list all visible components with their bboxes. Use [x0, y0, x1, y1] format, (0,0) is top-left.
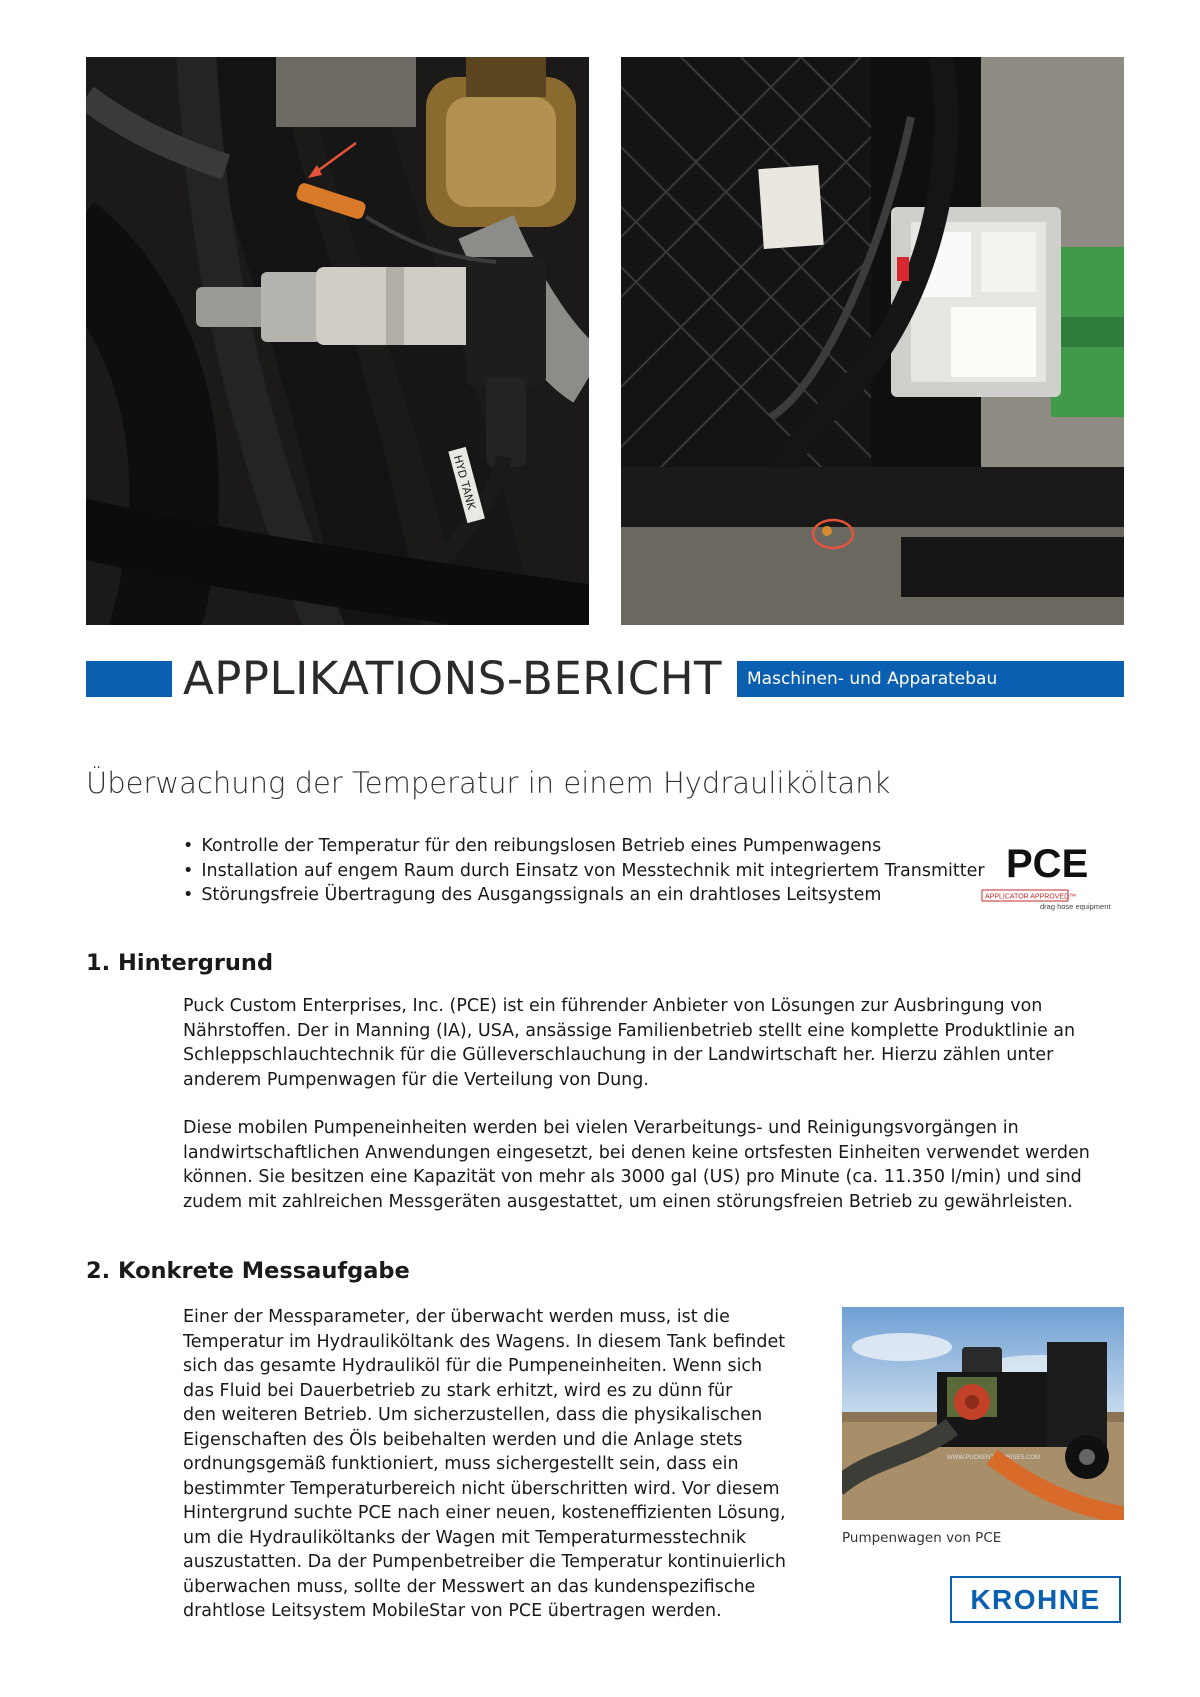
pce-logo-badge: APPLICATOR APPROVED™ [985, 893, 1077, 901]
task-paragraph [183, 1305, 786, 1624]
text-line: landwirtschaftlichen Anwendungen eingesetzt, bei denen keine ortsfesten Einheiten verwendet werden [183, 1142, 1090, 1163]
background-paragraph-2 [183, 1116, 1090, 1214]
category-label: Maschinen- und Apparatebau [747, 669, 998, 689]
krohne-logo [950, 1576, 1121, 1623]
photo-temperature-sensor-closeup [86, 57, 589, 625]
text-line: zudem mit zahlreichen Messgeräten ausgestattet, um einen störungsfreien Betrieb zu gewährleisten. [183, 1191, 1073, 1212]
text-line: das Fluid bei Dauerbetrieb zu stark erhitzt, wird es zu dünn für [183, 1380, 733, 1401]
title-band-left [86, 661, 172, 697]
text-line: Hintergrund suchte PCE nach einer neuen, kosteneffizienten Lösung, [183, 1503, 786, 1523]
key-point: • Installation auf engem Raum durch Einsatz von Messtechnik mit integriertem Transmitter [183, 859, 985, 884]
cable-label: HYD TANK [450, 453, 478, 512]
key-point: • Störungsfreie Übertragung des Ausgangssignals an ein drahtloses Leitsystem [183, 883, 985, 908]
text-line: ordnungsgemäß funktioniert, muss sichergestellt sein, dass ein [183, 1454, 739, 1474]
photo-pump-cart-installation [621, 57, 1124, 625]
text-line: auszustatten. Da der Pumpenbetreiber die Temperatur kontinuierlich [183, 1552, 786, 1572]
vehicle-url-text: WWW.PUCKENTERPRISES.COM [947, 1455, 1041, 1461]
text-line: Nährstoffen. Der in Manning (IA), USA, ansässige Familienbetrieb stellt eine komplette Produktlinie an [183, 1020, 1076, 1041]
page-title: APPLIKATIONS-BERICHT [183, 652, 723, 705]
text-line: bestimmter Temperaturbereich nicht überschritten wird. Vor diesem [183, 1478, 780, 1499]
document-subtitle: Überwachung der Temperatur in einem Hydrauliköltank [86, 766, 891, 800]
key-point: • Kontrolle der Temperatur für den reibungslosen Betrieb eines Pumpenwagens [183, 834, 985, 859]
photo-pump-cart [842, 1307, 1124, 1520]
krohne-logo-text: KROHNE [970, 1584, 1101, 1615]
text-line: Schleppschlauchtechnik für die Gülleverschlauchung in der Landwirtschaft her. Hierzu zählen unter [183, 1045, 1054, 1065]
text-line: überwachen muss, sollte der Messwert an das kundenspezifische [183, 1576, 756, 1597]
text-line: sich das gesamte Hydrauliköl für die Pumpeneinheiten. Wenn sich [183, 1356, 763, 1376]
text-line: können. Sie besitzen eine Kapazität von mehr als 3000 gal (US) pro Minute (ca. 11.350 l/min) und sind [183, 1167, 1082, 1187]
text-line: Temperatur im Hydrauliköltank des Wagens. In diesem Tank befindet [183, 1331, 786, 1352]
text-line: Puck Custom Enterprises, Inc. (PCE) ist ein führender Anbieter von Lösungen zur Ausbringung von [183, 996, 1043, 1016]
text-line: anderem Pumpenwagen für die Verteilung von Dung. [183, 1069, 649, 1090]
section-heading-task: 2. Konkrete Messaufgabe [86, 1258, 410, 1284]
text-line: um die Hydrauliköltanks der Wagen mit Temperaturmesstechnik [183, 1527, 746, 1548]
text-line: Einer der Messparameter, der überwacht werden muss, ist die [183, 1307, 730, 1327]
text-line: Eigenschaften des Öls beibehalten werden und die Anlage stets [183, 1429, 743, 1450]
section-heading-background: 1. Hintergrund [86, 950, 274, 976]
photo-caption: Pumpenwagen von PCE [842, 1530, 1002, 1546]
pce-logo-mark: PCE [1006, 842, 1089, 886]
key-points-list [183, 834, 985, 908]
text-line: drahtlose Leitsystem MobileStar von PCE übertragen werden. [183, 1601, 722, 1621]
pce-logo [980, 837, 1122, 912]
background-paragraph-1 [183, 994, 1075, 1092]
text-line: Diese mobilen Pumpeneinheiten werden bei vielen Verarbeitungs- und Reinigungsvorgängen in [183, 1118, 1019, 1138]
text-line: den weiteren Betrieb. Um sicherzustellen, dass die physikalischen [183, 1405, 763, 1425]
pce-logo-tagline: drag hose equipment [1040, 902, 1111, 911]
